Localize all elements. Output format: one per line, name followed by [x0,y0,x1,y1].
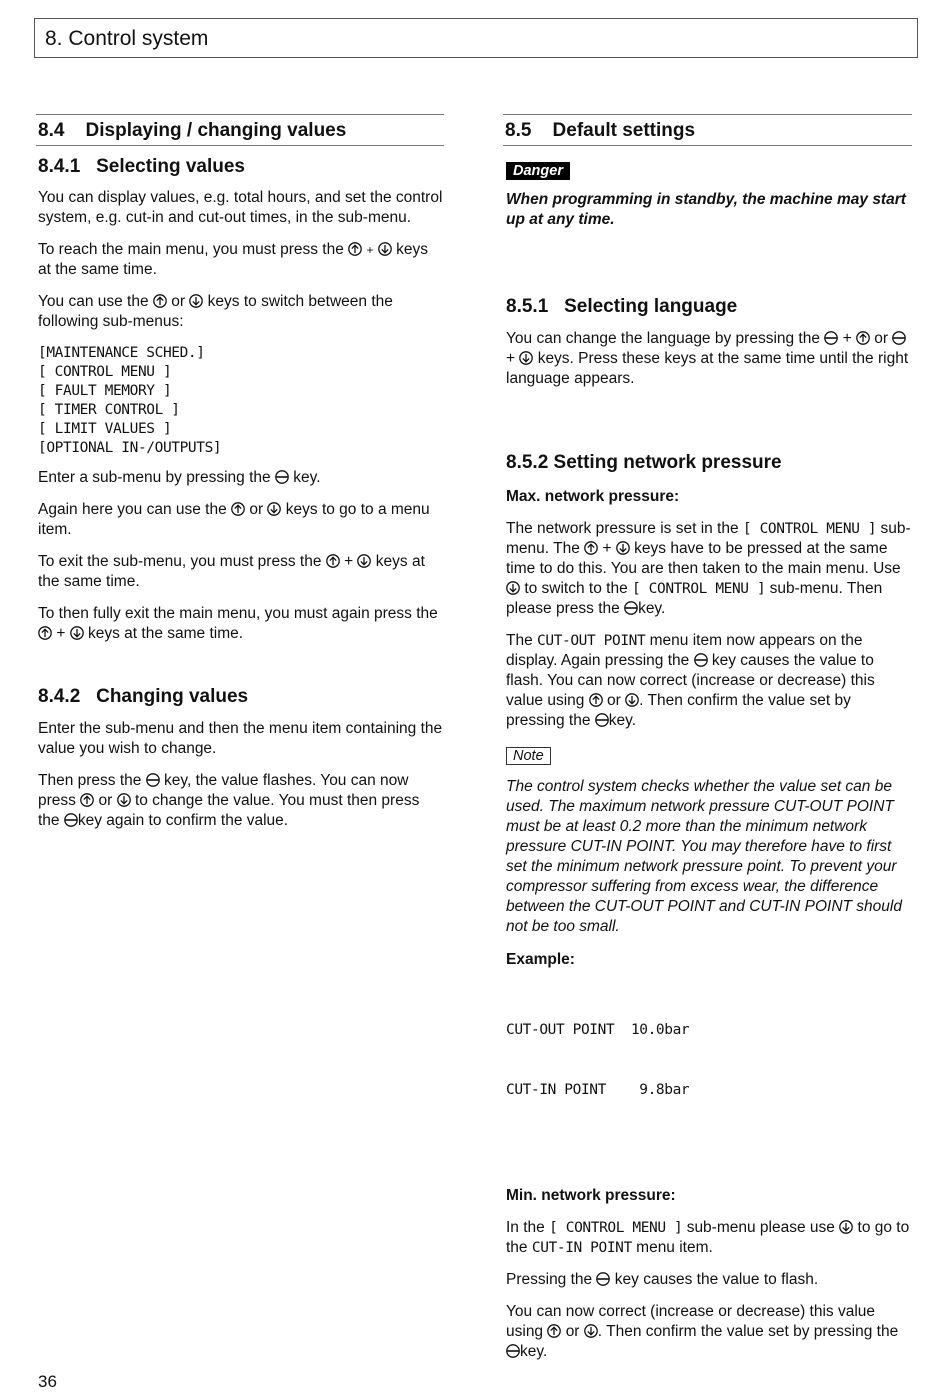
arrow-down-key-icon [189,294,203,308]
paragraph-correct-value: You can now correct (increase or decrease) this value using or . Then confirm the value set by pressing the key. [506,1303,899,1360]
arrow-up-key-icon [38,626,52,640]
max-pressure-label: Max. network pressure: [506,488,680,505]
arrow-down-key-icon [519,351,533,365]
submenu-item: [ TIMER CONTROL ] [38,402,180,418]
control-menu-label: [ CONTROL MENU ] [632,581,766,597]
section-8-4-2-title: 8.4.2 Changing values [38,686,249,707]
arrow-up-key-icon [348,242,362,256]
paragraph-menu-item: Again here you can use the or keys to go to a menu item. [38,501,430,538]
arrow-down-key-icon [616,541,630,555]
chapter-title: 8. Control system [45,27,209,50]
submenu-list [38,344,444,458]
paragraph-switch-submenus: You can use the or keys to switch between the following sub-menus: [38,293,393,330]
minus-enter-key-icon [506,1344,520,1358]
submenu-item: [ FAULT MEMORY ] [38,383,172,399]
note-text: The control system checks whether the value set can be used. The maximum network pressure CUT-OUT POINT must be at least 0.2 more than the minimum network pressure CUT-IN POINT. You may therefore have to first set the minimum network pressure point. To prevent your compressor suffering from excess wear, the difference between the CUT-OUT POINT and CUT-IN POINT should not be too small. [506,778,902,935]
minus-enter-key-icon [824,331,838,345]
cut-out-point-label: CUT-OUT POINT [537,633,646,649]
danger-label: Danger [506,162,570,180]
note-label: Note [506,747,551,765]
example-display [506,980,912,1140]
cut-in-point-label: CUT-IN POINT [531,1240,632,1256]
example-label: Example: [506,951,575,968]
arrow-up-key-icon [584,541,598,555]
chapter-header [34,18,918,58]
arrow-down-key-icon [357,554,371,568]
minus-enter-key-icon [596,1272,610,1286]
paragraph-intro: You can display values, e.g. total hours, and set the control system, e.g. cut-in and cut-out times, in the sub-menu. [38,189,443,226]
arrow-up-key-icon [231,502,245,516]
minus-enter-key-icon [595,713,609,727]
minus-enter-key-icon [64,813,78,827]
arrow-down-key-icon [625,693,639,707]
paragraph-enter-menu-item: Enter the sub-menu and then the menu item containing the value you wish to change. [38,720,443,757]
arrow-up-key-icon [589,693,603,707]
arrow-down-key-icon [506,581,520,595]
note-block [503,747,912,765]
arrow-down-key-icon [117,793,131,807]
paragraph-language: You can change the language by pressing the + or + keys. Press these keys at the same time until the right language appears. [506,330,909,387]
left-column [36,114,444,831]
paragraph-flash: Pressing the key causes the value to flash. [506,1271,819,1288]
right-column [503,114,912,1362]
danger-block [503,162,912,180]
paragraph-min-pressure: In the [ CONTROL MENU ] sub-menu please use to go to the CUT-IN POINT menu item. [506,1219,910,1256]
section-8-4-title: 8.4 Displaying / changing values [36,114,444,146]
submenu-item: [ CONTROL MENU ] [38,364,172,380]
paragraph-exit-main-menu: To then fully exit the main menu, you must again press the + keys at the same time. [38,605,438,642]
min-pressure-label: Min. network pressure: [506,1187,676,1204]
control-menu-label: [ CONTROL MENU ] [549,1220,683,1236]
arrow-down-key-icon [267,502,281,516]
example-line: CUT-IN POINT 9.8bar [506,1082,690,1098]
arrow-down-key-icon [70,626,84,640]
paragraph-change-value: Then press the key, the value flashes. You can now press or to change the value. You must then press the key again to confirm the value. [38,772,420,829]
submenu-item: [MAINTENANCE SCHED.] [38,345,205,361]
section-8-4-1-title: 8.4.1 Selecting values [38,156,245,177]
arrow-down-key-icon [378,242,392,256]
paragraph-exit-submenu: To exit the sub-menu, you must press the + keys at the same time. [38,553,425,590]
minus-enter-key-icon [275,470,289,484]
arrow-up-key-icon [547,1324,561,1338]
minus-enter-key-icon [892,331,906,345]
arrow-up-key-icon [153,294,167,308]
section-8-5-title: 8.5 Default settings [503,114,912,146]
submenu-item: [OPTIONAL IN-/OUTPUTS] [38,440,222,456]
minus-enter-key-icon [624,601,638,615]
paragraph-max-pressure: The network pressure is set in the [ CONTROL MENU ] sub-menu. The + keys have to be pressed at the same time to do this. You are then taken to the main menu. Use to switch to the [ CONTROL MENU ] sub-menu. Then please press the key. [506,520,911,617]
control-menu-label: [ CONTROL MENU ] [742,521,877,537]
danger-text: When programming in standby, the machine may start up at any time. [506,191,906,228]
arrow-up-key-icon [80,793,94,807]
section-8-5-1-title: 8.5.1 Selecting language [506,296,738,317]
section-8-5-2-title: 8.5.2 Setting network pressure [506,452,782,473]
minus-enter-key-icon [146,773,160,787]
arrow-up-key-icon [856,331,870,345]
page-number: 36 [38,1372,57,1391]
paragraph-cut-out-point: The CUT-OUT POINT menu item now appears on the display. Again pressing the key causes the value to flash. You can now correct (increase or decrease) this value using or . Then confirm the value set by pressing the key. [506,632,875,729]
submenu-item: [ LIMIT VALUES ] [38,421,172,437]
paragraph-main-menu: To reach the main menu, you must press the + keys at the same time. [38,241,428,278]
paragraph-enter-submenu: Enter a sub-menu by pressing the key. [38,469,321,486]
arrow-down-key-icon [839,1220,853,1234]
minus-enter-key-icon [694,653,708,667]
example-line: CUT-OUT POINT 10.0bar [506,1022,690,1038]
arrow-down-key-icon [584,1324,598,1338]
arrow-up-key-icon [326,554,340,568]
